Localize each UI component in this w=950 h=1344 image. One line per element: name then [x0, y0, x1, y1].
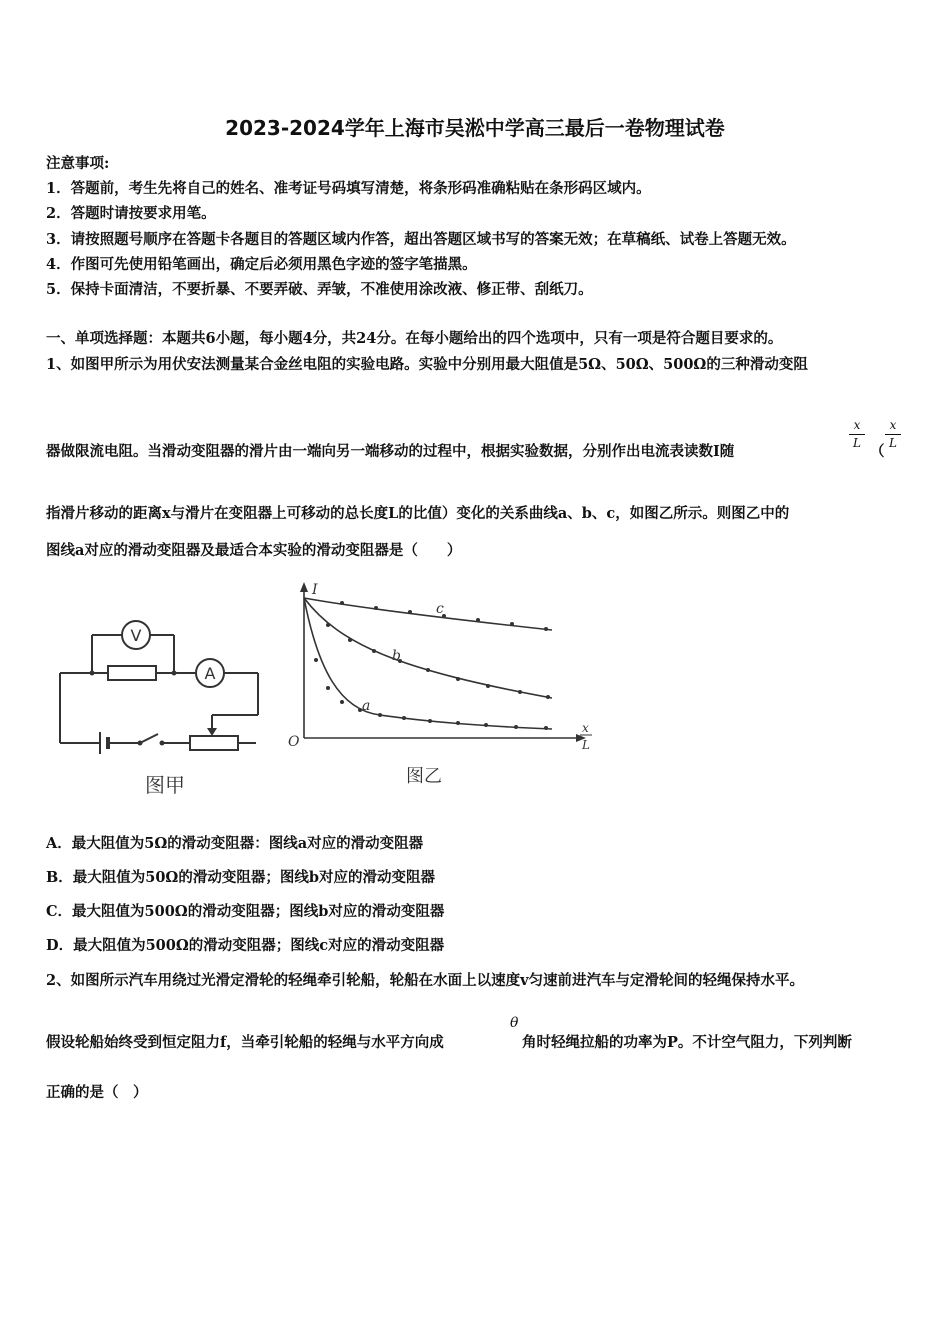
fraction-denominator: L	[889, 436, 897, 450]
curve-a-label: a	[362, 698, 371, 714]
question-1-line-1: 1、如图甲所示为用伏安法测量某合金丝电阻的实验电路。实验中分别用最大阻值是5Ω、50Ω、500Ω的三种滑动变阻	[46, 356, 808, 373]
notice-item: 1．答题前，考生先将自己的姓名、准考证号码填写清楚，将条形码准确粘贴在条形码区域内。	[46, 180, 651, 197]
curve-b-label: b	[392, 648, 401, 664]
notice-item: 2．答题时请按要求用笔。	[46, 205, 216, 222]
x-axis-label-denominator: L	[582, 738, 590, 752]
x-axis-label-numerator: x	[582, 721, 589, 735]
open-paren: （	[870, 443, 885, 460]
option-c: C．最大阻值为500Ω的滑动变阻器；图线b对应的滑动变阻器	[46, 903, 445, 920]
origin-label: O	[288, 734, 300, 750]
notice-item: 3．请按照题号顺序在答题卡各题目的答题区域内作答，超出答题区域书写的答案无效；在草稿纸、试卷上答题无效。	[46, 231, 796, 248]
curve-a	[304, 598, 552, 729]
circuit-diagram	[50, 610, 275, 810]
question-2-line-1: 2、如图所示汽车用绕过光滑定滑轮的轻绳牵引轮船，轮船在水面上以速度v匀速前进汽车与定滑轮间的轻绳保持水平。	[46, 972, 805, 989]
option-a: A．最大阻值为5Ω的滑动变阻器：图线a对应的滑动变阻器	[46, 835, 424, 852]
question-2-line-2b: 角时轻绳拉船的功率为P。不计空气阻力，下列判断	[522, 1034, 852, 1051]
fraction-x-over-l	[849, 418, 865, 451]
question-1-line-3: 指滑片移动的距离x与滑片在变阻器上可移动的总长度L的比值）变化的关系曲线a、b、c，如图乙所示。则图乙中的	[46, 505, 790, 522]
y-axis-label: I	[312, 582, 318, 598]
current-vs-position-graph	[280, 580, 600, 795]
figure-b-caption: 图乙	[406, 766, 442, 787]
curve-c-label: c	[436, 601, 444, 617]
ammeter-label: A	[204, 664, 216, 683]
section-heading: 一、单项选择题：本题共6小题，每小题4分，共24分。在每小题给出的四个选项中，只有一项是符合题目要求的。	[46, 330, 783, 347]
notice-item: 5．保持卡面清洁，不要折暴、不要弄破、弄皱，不准使用涂改液、修正带、刮纸刀。	[46, 281, 593, 298]
fraction-denominator: L	[853, 436, 861, 450]
question-1-line-2: 器做限流电阻。当滑动变阻器的滑片由一端向另一端移动的过程中，根据实验数据，分别作出电流表读数I随	[46, 443, 735, 460]
question-2-line-3: 正确的是（ ）	[46, 1084, 148, 1101]
voltmeter-label: V	[130, 626, 142, 645]
option-d: D．最大阻值为500Ω的滑动变阻器；图线c对应的滑动变阻器	[46, 937, 445, 954]
fraction-numerator: x	[853, 418, 861, 432]
resistor-icon	[108, 666, 156, 680]
question-1-line-4: 图线a对应的滑动变阻器及最适合本实验的滑动变阻器是（ ）	[46, 542, 462, 559]
rheostat-icon	[190, 736, 238, 750]
question-2-line-2a: 假设轮船始终受到恒定阻力f，当牵引轮船的轻绳与水平方向成	[46, 1034, 444, 1051]
figure-a-caption: 图甲	[145, 773, 185, 797]
curve-b	[304, 598, 552, 698]
notice-heading: 注意事项:	[46, 155, 110, 172]
page-title: 2023-2024学年上海市吴淞中学高三最后一卷物理试卷	[225, 116, 725, 140]
option-b: B．最大阻值为50Ω的滑动变阻器；图线b对应的滑动变阻器	[46, 869, 435, 886]
notice-item: 4．作图可先使用铅笔画出，确定后必须用黑色字迹的签字笔描黑。	[46, 256, 477, 273]
fraction-numerator: x	[889, 418, 897, 432]
fraction-x-over-l	[885, 418, 901, 451]
theta-symbol: θ	[510, 1015, 519, 1031]
